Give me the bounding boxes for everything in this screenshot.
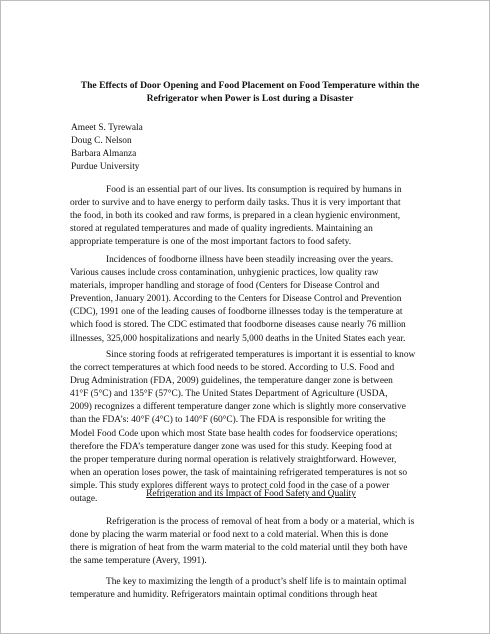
text-line: materials, improper handling and storage of food (Centers for Disease Control and <box>70 281 380 292</box>
author-name: Doug C. Nelson <box>71 136 132 146</box>
text-line: done by placing the warm material or food next to a cold material. When this is done <box>70 530 389 541</box>
text-line: 41°F (5°C) and 135°F (57°C). The United States Department of Agriculture (USDA, <box>70 389 388 400</box>
author-name: Barbara Almanza <box>71 149 137 159</box>
text-line: there is migration of heat from the warm material to the cold material until they both have <box>70 543 408 554</box>
text-line: the correct temperatures at which food needs to be stored. According to U.S. Food and <box>70 363 395 374</box>
paragraph-foodborne-illness <box>70 254 432 346</box>
text-line: order to survive and to have energy to perform daily tasks. Thus it is very important that <box>70 198 401 209</box>
text-line: Refrigeration is the process of removal of heat from a body or a material, which is <box>106 517 415 527</box>
text-line: simple. This study explores different ways to protect cold food in the case of a power <box>70 480 390 491</box>
text-line: Since storing foods at refrigerated temperatures is important it is essential to know <box>106 350 416 360</box>
text-line: the food, in both its cooked and raw forms, is prepared in a clean hygienic environment, <box>70 211 401 222</box>
text-line: illnesses, 325,000 hospitalizations and nearly 5,000 deaths in the United States each year. <box>70 333 406 344</box>
text-line: The key to maximizing the length of a product’s shelf life is to maintain optimal <box>106 577 407 587</box>
text-line: the proper temperature during normal operation is relatively straightforward. However, <box>70 454 397 465</box>
section-heading: Refrigeration and its Impact of Food Safety and Quality <box>146 489 356 499</box>
paragraph-temperature-danger-zone <box>70 349 432 506</box>
text-line: Various causes include cross contamination, unhygienic practices, low quality raw <box>70 268 379 279</box>
text-line: when an operation loses power, the task of maintaining refrigerated temperatures is not so <box>70 467 408 478</box>
text-line: 2009) recognizes a different temperature danger zone which is slightly more conservative <box>70 402 406 413</box>
text-line: (CDC), 1991 one of the leading causes of foodborne illnesses today is the temperature at <box>70 307 403 318</box>
text-line: than the FDA’s: 40°F (4°C) to 140°F (60°C). The FDA is responsible for writing the <box>70 415 386 426</box>
paragraph-refrigeration <box>70 516 432 568</box>
paragraph-intro <box>70 184 432 249</box>
author-list <box>71 122 143 174</box>
paper-title <box>41 79 459 105</box>
title-line: The Effects of Door Opening and Food Placement on Food Temperature within the <box>80 80 420 91</box>
text-line: Food is an essential part of our lives. Its consumption is required by humans in <box>106 185 402 195</box>
text-line: appropriate temperature is one of the most important factors to food safety. <box>70 237 352 248</box>
paragraph-shelf-life <box>70 576 432 602</box>
text-line: Incidences of foodborne illness have been steadily increasing over the years. <box>106 255 394 265</box>
text-line: Model Food Code upon which most State base health codes for foodservice operations; <box>70 428 398 439</box>
text-line: Drug Administration (FDA, 2009) guidelines, the temperature danger zone is between <box>70 376 393 387</box>
author-affiliation: Purdue University <box>71 162 140 172</box>
author-name: Ameet S. Tyrewala <box>71 123 143 133</box>
text-line: Prevention, January 2001). According to the Centers for Disease Control and Prevention <box>70 294 402 305</box>
text-line: stored at regulated temperatures and made of quality ingredients. Maintaining an <box>70 224 373 235</box>
text-line: the same temperature (Avery, 1991). <box>70 556 207 567</box>
text-line: outage. <box>70 494 98 505</box>
text-line: temperature and humidity. Refrigerators maintain optimal conditions through heat <box>70 590 378 601</box>
text-line: which food is stored. The CDC estimated that foodborne diseases cause nearly 76 million <box>70 320 406 331</box>
text-line: therefore the FDA’s temperature danger zone was used for this study. Keeping food at <box>70 441 392 452</box>
title-line: Refrigerator when Power is Lost during a Disaster <box>146 93 354 104</box>
